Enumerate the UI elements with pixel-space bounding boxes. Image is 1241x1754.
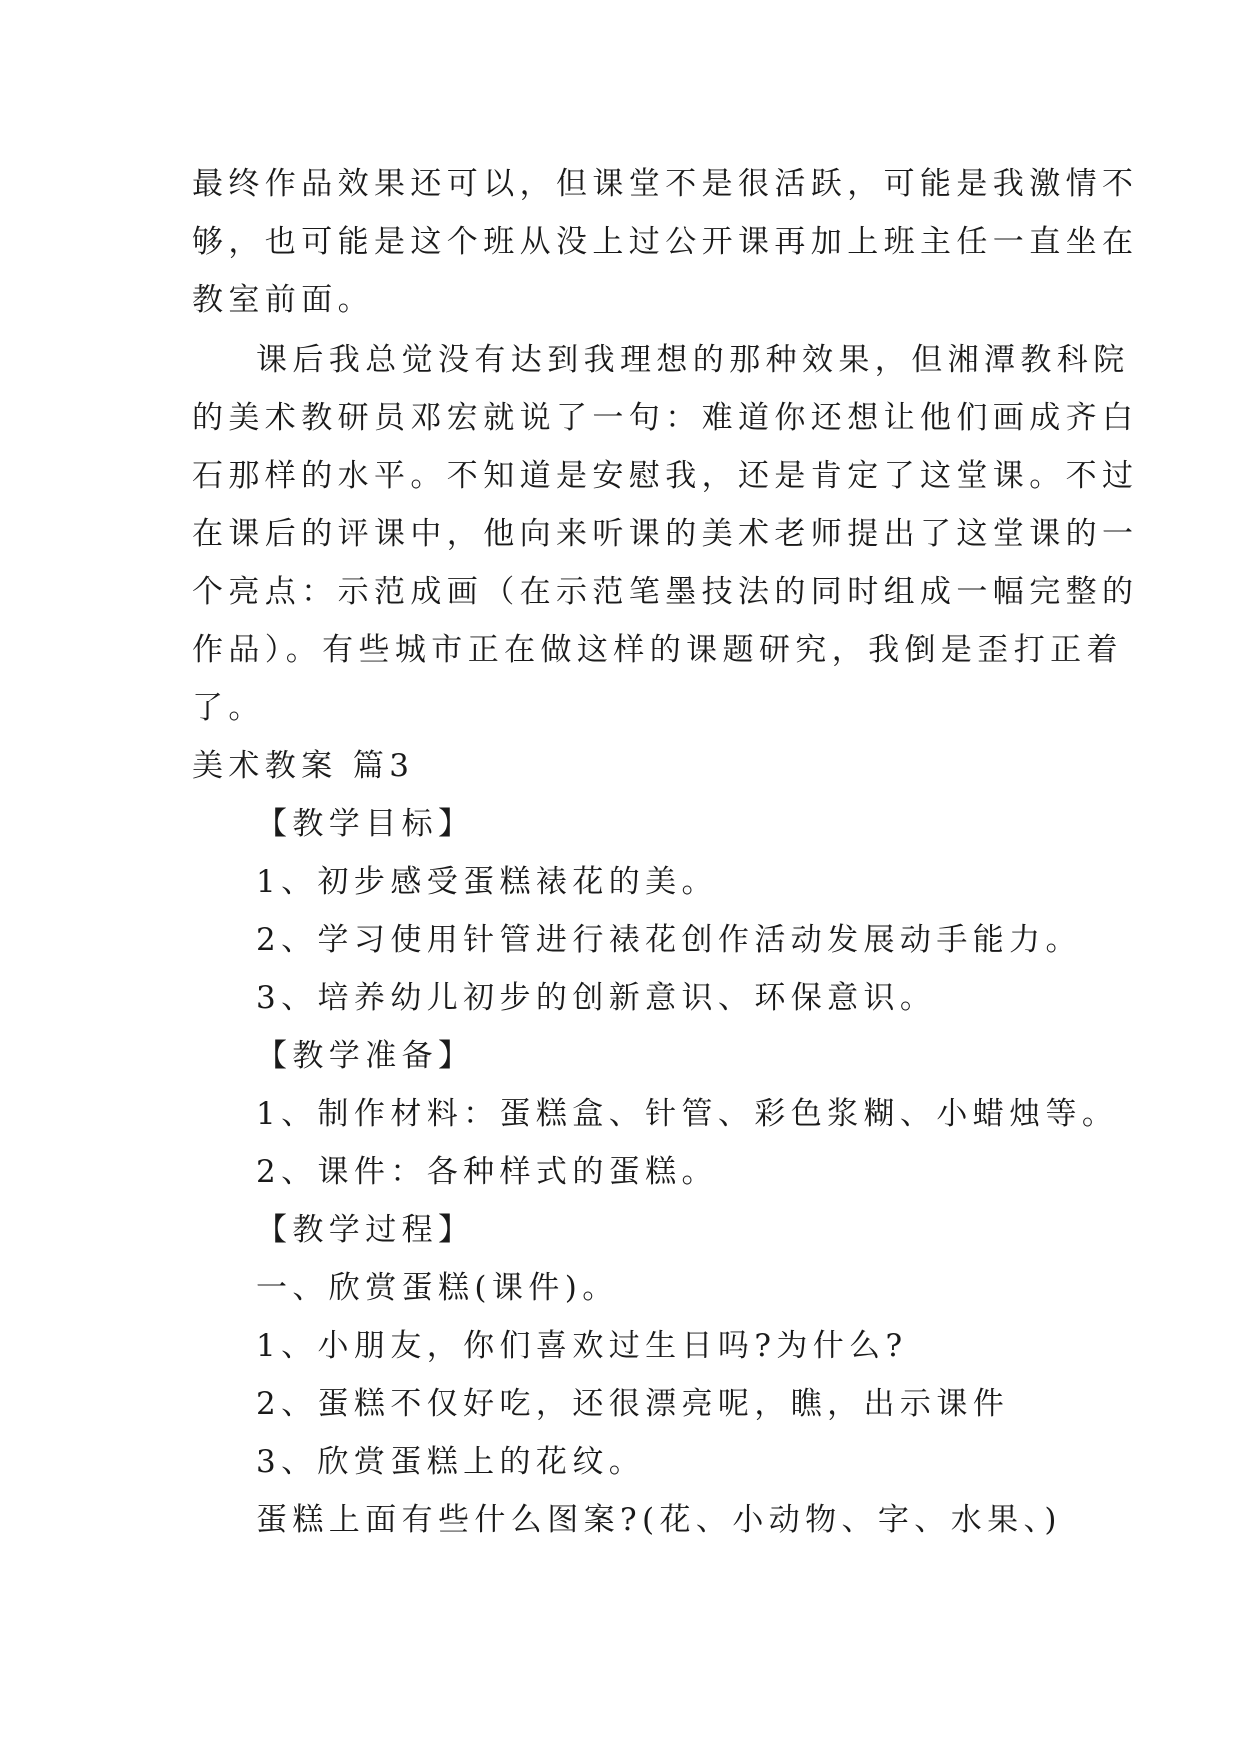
paragraph-line: 蛋糕上面有些什么图案?(花、小动物、字、水果、) — [256, 1502, 1062, 1538]
paragraph-line: 石那样的水平。不知道是安慰我，还是肯定了这堂课。不过 — [192, 458, 1139, 494]
paragraph-line: 最终作品效果还可以，但课堂不是很活跃，可能是我激情不 — [192, 166, 1139, 202]
list-item: 2、学习使用针管进行裱花创作活动发展动手能力。 — [256, 922, 1082, 958]
paragraph-line: 了。 — [192, 690, 265, 726]
list-item: 3、欣赏蛋糕上的花纹。 — [256, 1444, 646, 1480]
paragraph-line: 课后我总觉没有达到我理想的那种效果，但湘潭教科院 — [256, 342, 1130, 378]
list-item: 3、培养幼儿初步的创新意识、环保意识。 — [256, 980, 937, 1016]
list-item: 1、初步感受蛋糕裱花的美。 — [256, 864, 718, 900]
section-heading: 【教学准备】 — [256, 1038, 475, 1074]
section-heading: 【教学过程】 — [256, 1212, 475, 1248]
list-item: 一、欣赏蛋糕(课件)。 — [256, 1270, 619, 1306]
list-item: 1、小朋友，你们喜欢过生日吗?为什么? — [256, 1328, 908, 1364]
list-item: 2、蛋糕不仅好吃，还很漂亮呢，瞧，出示课件 — [256, 1386, 1010, 1422]
paragraph-line: 作品）。有些城市正在做这样的课题研究，我倒是歪打正着 — [192, 632, 1123, 668]
paragraph-line: 的美术教研员邓宏就说了一句：难道你还想让他们画成齐白 — [192, 400, 1139, 436]
paragraph-line: 教室前面。 — [192, 282, 374, 318]
paragraph-line: 够，也可能是这个班从没上过公开课再加上班主任一直坐在 — [192, 224, 1139, 260]
paragraph-line: 在课后的评课中，他向来听课的美术老师提出了这堂课的一 — [192, 516, 1139, 552]
list-item: 1、制作材料：蛋糕盒、针管、彩色浆糊、小蜡烛等。 — [256, 1096, 1119, 1132]
paragraph-line: 个亮点：示范成画（在示范笔墨技法的同时组成一幅完整的 — [192, 574, 1139, 610]
section-title: 美术教案 篇3 — [192, 748, 415, 784]
section-heading: 【教学目标】 — [256, 806, 475, 842]
list-item: 2、课件：各种样式的蛋糕。 — [256, 1154, 718, 1190]
